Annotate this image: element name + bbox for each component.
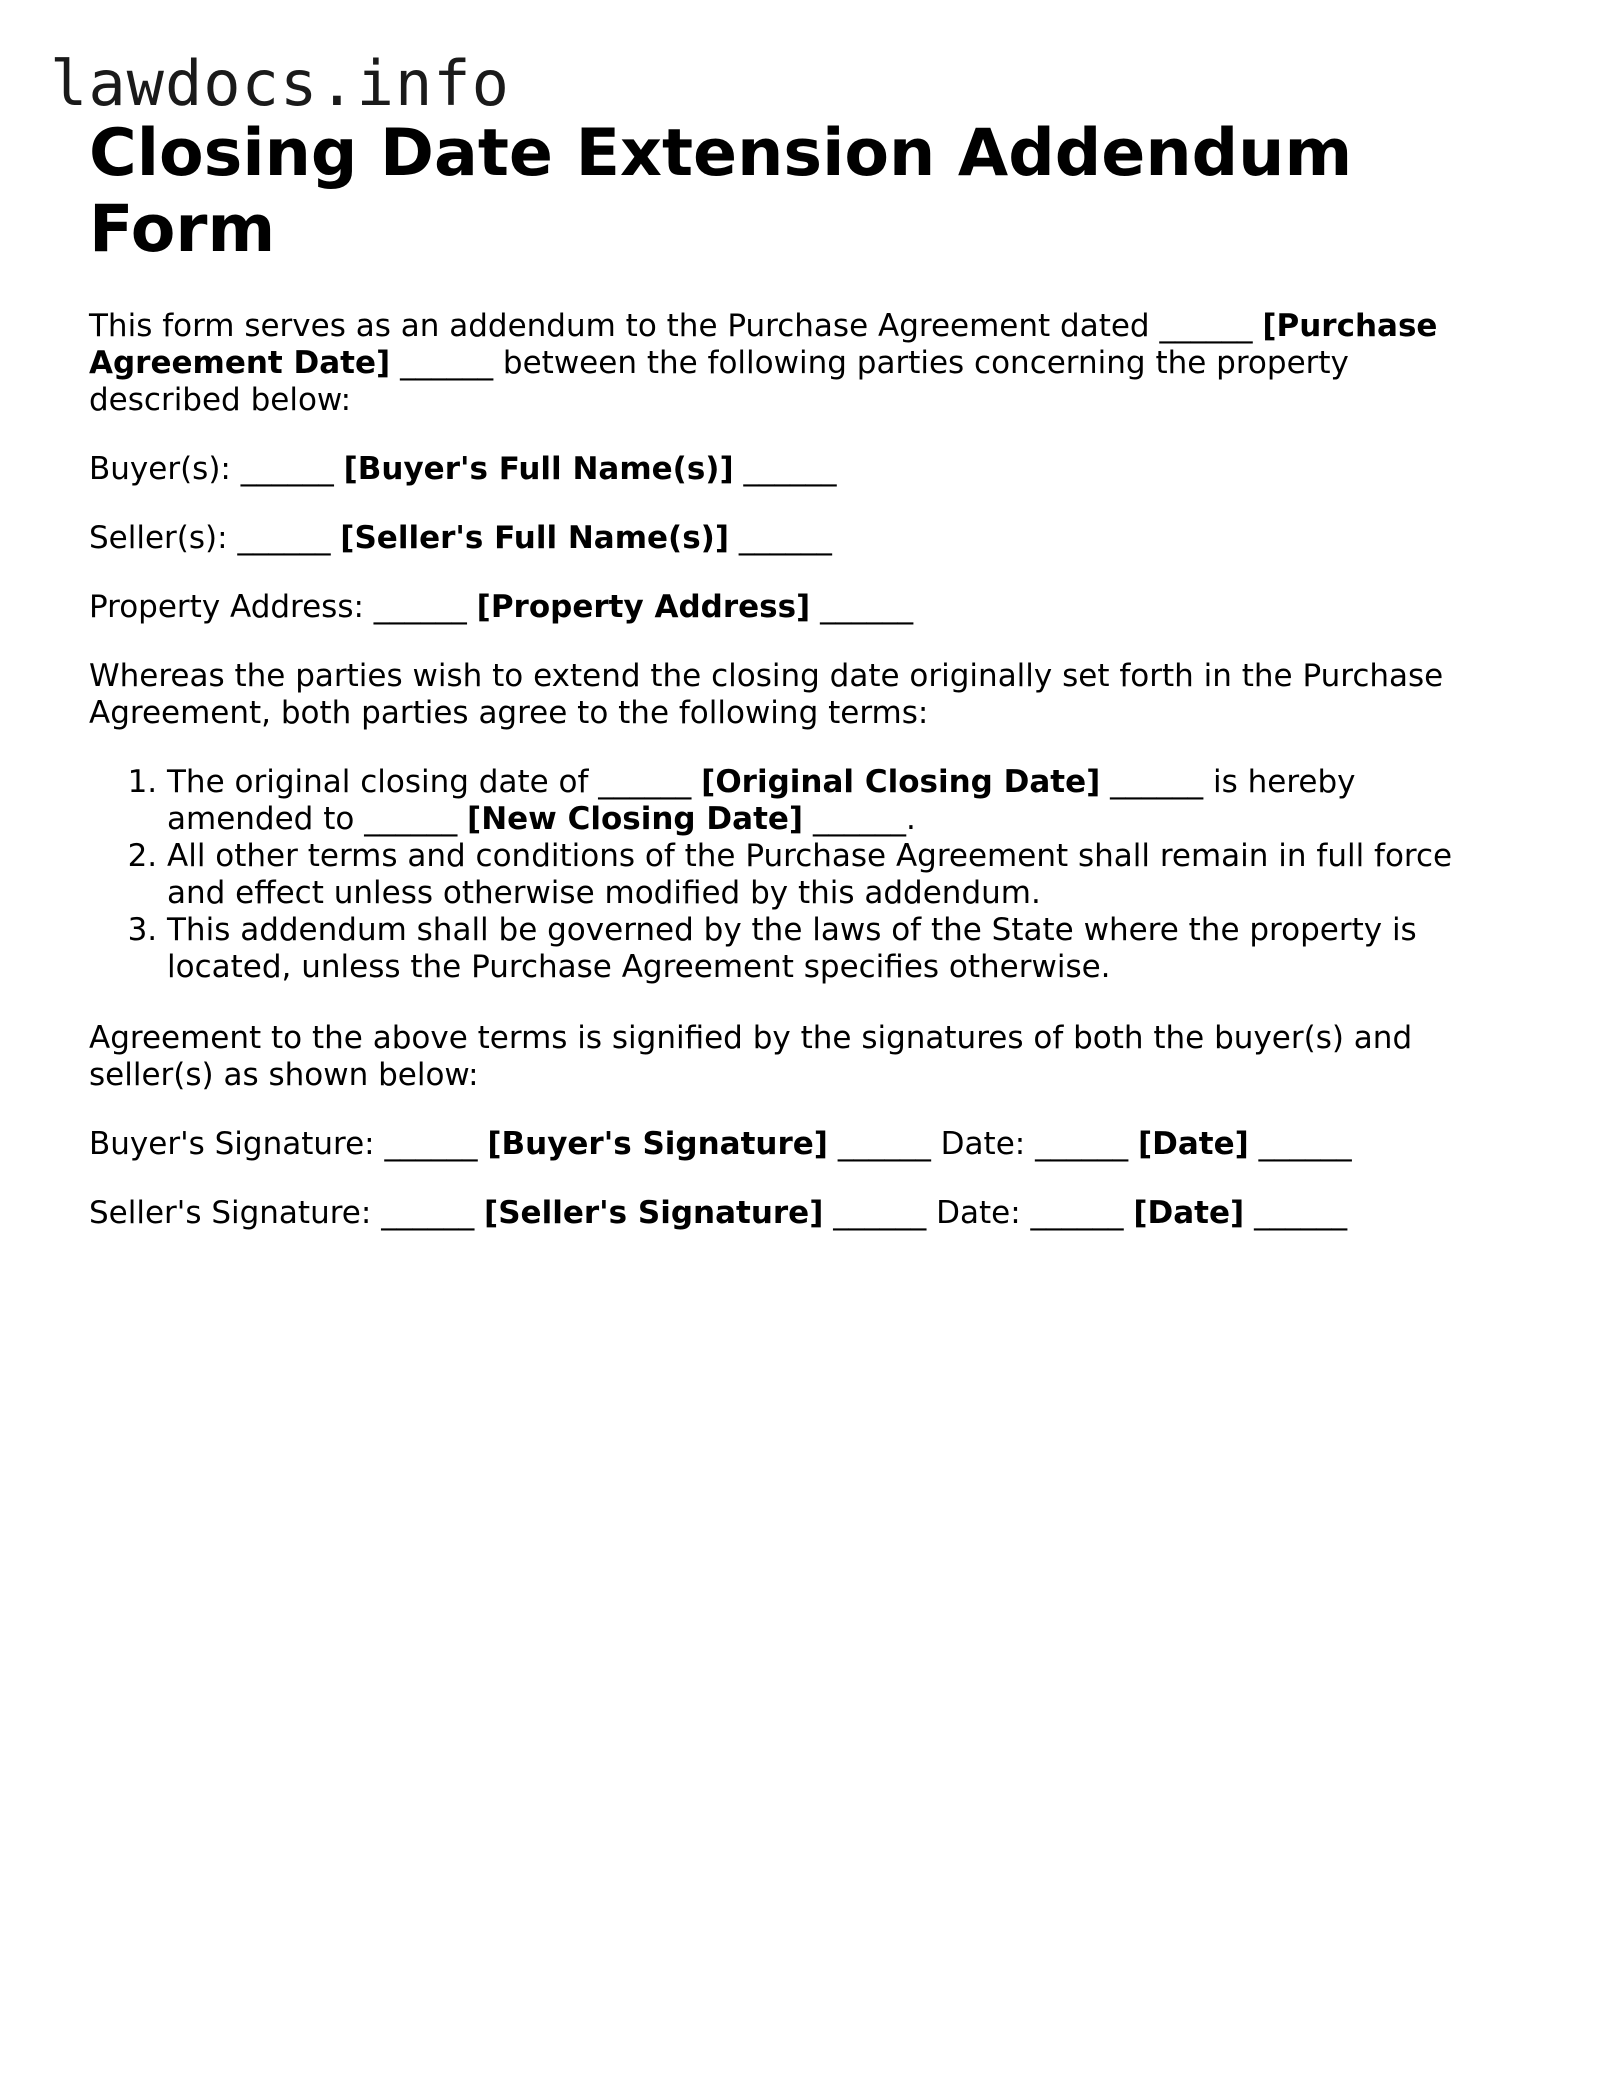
document-body [89, 116, 1509, 1232]
buyer-field [89, 451, 1509, 488]
blank-line: ______ [400, 345, 494, 381]
seller-label: Seller(s): [89, 520, 228, 556]
buyer-signature-line [89, 1126, 1509, 1163]
blank-line: ______ [1030, 1195, 1124, 1231]
blank-line: ______ [738, 520, 832, 556]
blank-line: ______ [837, 1126, 931, 1162]
terms-list [89, 764, 1509, 986]
intro-text-start: This form serves as an addendum to the Purchase Agreement dated [89, 308, 1150, 344]
new-closing-date-placeholder: [New Closing Date] [467, 801, 804, 837]
purchase-agreement-date-placeholder: [Purchase Agreement Date] [89, 308, 1438, 381]
blank-line: ______ [743, 451, 837, 487]
term1-text-end: . [905, 801, 916, 837]
blank-line: ______ [237, 520, 331, 556]
intro-text-end: between the following parties concerning the property described below: [89, 345, 1349, 418]
original-closing-date-placeholder: [Original Closing Date] [701, 764, 1101, 800]
blank-line: ______ [1110, 764, 1204, 800]
blank-line: ______ [373, 589, 467, 625]
blank-line: ______ [1254, 1195, 1348, 1231]
buyer-signature-placeholder: [Buyer's Signature] [487, 1126, 828, 1162]
blank-line: ______ [381, 1195, 475, 1231]
seller-signature-line [89, 1195, 1509, 1232]
blank-line: ______ [1258, 1126, 1352, 1162]
property-address-label: Property Address: [89, 589, 364, 625]
blank-line: ______ [1159, 308, 1253, 344]
buyer-signature-label: Buyer's Signature: [89, 1126, 375, 1162]
buyer-date-placeholder: [Date] [1137, 1126, 1249, 1162]
seller-date-placeholder: [Date] [1133, 1195, 1245, 1231]
blank-line: ______ [833, 1195, 927, 1231]
blank-line: ______ [364, 801, 458, 837]
whereas-paragraph: Whereas the parties wish to extend the closing date originally set forth in the Purchase Agreement, both parties agree to the following terms: [89, 658, 1444, 731]
term1-text-mid: is hereby amended to [167, 764, 1356, 837]
blank-line: ______ [240, 451, 334, 487]
seller-field [89, 520, 1509, 557]
page-title: Closing Date Extension Addendum Form [89, 116, 1353, 267]
blank-line: ______ [384, 1126, 478, 1162]
term-item-other-terms: 2. All other terms and conditions of the Purchase Agreement shall remain in full force and effect unless otherwise modified by this addendum. [167, 838, 1509, 912]
seller-signature-label: Seller's Signature: [89, 1195, 372, 1231]
blank-line: ______ [598, 764, 692, 800]
term-item-original-date [167, 764, 1509, 838]
blank-line: ______ [820, 589, 914, 625]
buyer-date-label: Date: [940, 1126, 1026, 1162]
seller-name-placeholder: [Seller's Full Name(s)] [340, 520, 730, 556]
buyer-name-placeholder: [Buyer's Full Name(s)] [343, 451, 734, 487]
property-address-field [89, 589, 1509, 626]
term-item-governing-law: 3. This addendum shall be governed by the laws of the State where the property is located, unless the Purchase Agreement specifies otherwise. [167, 912, 1509, 986]
blank-line: ______ [812, 801, 906, 837]
buyer-label: Buyer(s): [89, 451, 231, 487]
seller-signature-placeholder: [Seller's Signature] [484, 1195, 824, 1231]
agreement-paragraph: Agreement to the above terms is signified by the signatures of both the buyer(s) and seller(s) as shown below: [89, 1020, 1413, 1093]
seller-date-label: Date: [936, 1195, 1021, 1231]
blank-line: ______ [1035, 1126, 1129, 1162]
term1-text-start: The original closing date of [167, 764, 589, 800]
intro-paragraph [89, 308, 1509, 419]
property-address-placeholder: [Property Address] [476, 589, 811, 625]
site-watermark: lawdocs.info [50, 47, 510, 120]
